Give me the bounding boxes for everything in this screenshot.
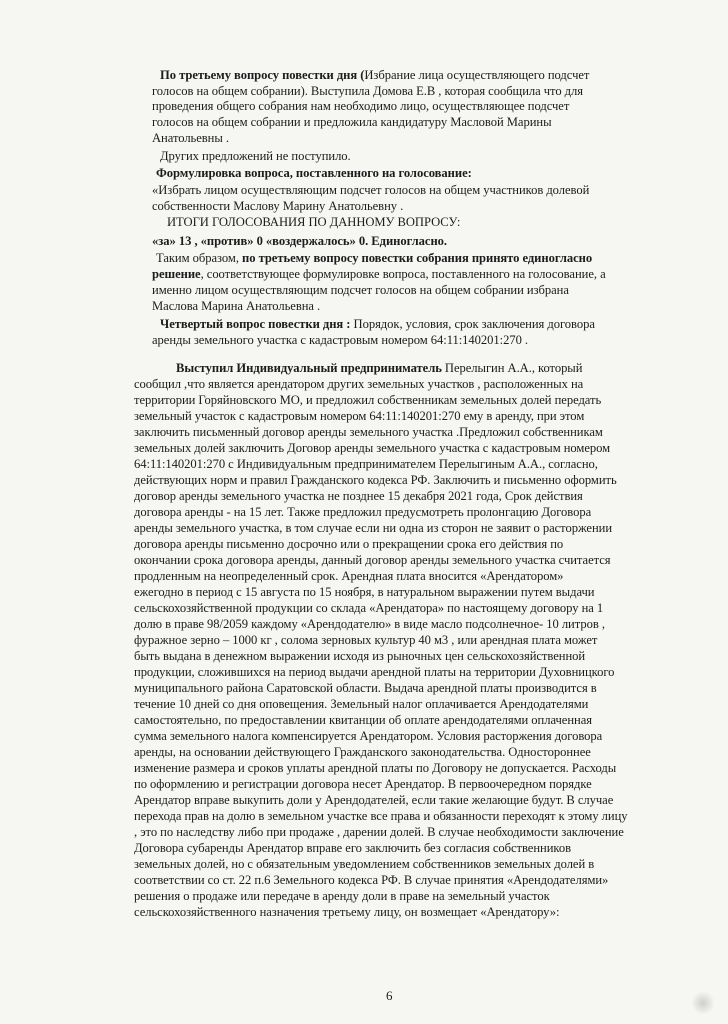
text-line xyxy=(156,251,592,266)
text-line: сообщил ,что является арендатором других земельных участков , расположенных на xyxy=(134,377,584,391)
text-span: , соответствующее формулировке вопроса, поставленного на голосование, а xyxy=(200,267,606,281)
text-line: аренды, на основании действующего Гражданского законодательства. Одностороннее xyxy=(134,745,591,759)
text-line: Арендатор вправе выкупить доли у Арендодателей, если такие желающие будут. В случае xyxy=(134,793,614,807)
text-line: фуражное зерно – 1000 кг , солома зерновых культур 40 м3 , или арендная плата может xyxy=(134,633,598,647)
text-line: земельный участок с кадастровым номером 64:11:140201:270 ему в аренду, при этом xyxy=(134,409,585,423)
text-line: собственности Маслову Марину Анатольевну . xyxy=(152,199,404,213)
voting-results-heading: ИТОГИ ГОЛОСОВАНИЯ ПО ДАННОМУ ВОПРОСУ: xyxy=(167,215,461,229)
bold-span: по третьему вопросу повестки собрания принято единогласно xyxy=(242,251,593,265)
text-line: течение 10 дней со дня оповещения. Земельный налог оплачивается Арендодателями xyxy=(134,697,589,711)
text-line: территории Горяйновского МО, и предложил собственникам земельных долей передать xyxy=(134,393,602,407)
text-line: договора аренды - на 15 лет. Также предложил предусмотреть пролонгацию Договора xyxy=(134,505,592,519)
text-line: аренды земельного участка с кадастровым номером 64:11:140201:270 . xyxy=(152,333,529,347)
text-line: договор аренды земельного участка не позднее 15 декабря 2021 года, Срок действия xyxy=(134,489,583,503)
text-span: Таким образом, xyxy=(156,251,243,265)
text-line: окончании срока договора аренды, данный договор аренды земельного участка считается xyxy=(134,553,611,567)
text-line: Других предложений не поступило. xyxy=(160,149,351,163)
text-line: земельных долей заключить Договор аренды земельного участка с кадастровым номером xyxy=(134,441,611,455)
page-number: 6 xyxy=(386,988,393,1003)
bold-heading: По третьему вопросу повестки дня ( xyxy=(160,68,365,82)
text-line: перехода прав на долю в земельном участке все права и обязанности переходят к этому лицу xyxy=(134,809,628,823)
scan-smudge xyxy=(692,990,714,1016)
text-line: именно лицом осуществляющим подсчет голосов на общем собрании избрана xyxy=(152,283,569,297)
text-line: договора аренды письменно досрочно или о прекращении срока его действия по xyxy=(134,537,564,551)
text-line xyxy=(152,267,606,282)
text-line xyxy=(176,361,582,376)
text-line: долю в праве 98/2059 каждому «Арендодателю» в виде масло подсолнечное- 10 литров , xyxy=(134,617,605,631)
bold-heading: Четвертый вопрос повестки дня : xyxy=(160,317,354,331)
text-line: ежегодно в период с 15 августа по 15 ноября, в натуральном выражении путем выдачи xyxy=(134,585,595,599)
text-line: самостоятельно, по предоставлении квитанции об оплате арендодателями оплаченная xyxy=(134,713,593,727)
text-span: Перелыгин А.А., который xyxy=(441,361,583,375)
text-line: сельскохозяйственной продукции со склада «Арендатора» по настоящему договору на 1 xyxy=(134,601,604,615)
bold-heading: Выступил Индивидуальный предприниматель xyxy=(176,361,442,375)
text-span: Избрание лица осуществляющего подсчет xyxy=(364,68,590,82)
text-line: по оформлению и регистрации договора несет Арендатор. В первоочередном порядке xyxy=(134,777,592,791)
text-line: заключить письменный договор аренды земельного участка .Предложил собственникам xyxy=(134,425,603,439)
text-line: , это по наследству либо при продаже , дарении долей. В случае необходимости заключение xyxy=(134,825,624,839)
bold-span: решение xyxy=(152,267,201,281)
text-line: «Избрать лицом осуществляющим подсчет голосов на общем участников долевой xyxy=(152,183,590,197)
text-line: изменение размера и сроков уплаты арендной платы по Договору не допускается. Расходы xyxy=(134,761,617,775)
text-line xyxy=(160,68,589,83)
text-line: проведения общего собрания нам необходимо лицо, осуществляющее подсчет xyxy=(152,99,570,113)
text-line xyxy=(160,317,595,332)
text-line: муниципального района Саратовской области. Выдача арендной платы производится в xyxy=(134,681,597,695)
text-line: Анатольевны . xyxy=(152,131,229,145)
text-line: Маслова Марина Анатольевна . xyxy=(152,299,321,313)
text-span: Порядок, условия, срок заключения договора xyxy=(353,317,595,331)
voting-results: «за» 13 , «против» 0 «воздержалось» 0. Единогласно. xyxy=(152,234,448,248)
text-line: действующих норм и правил Гражданского кодекса РФ. Заключить и письменно оформить xyxy=(134,473,617,487)
text-line: голосов на общем собрании). Выступила Домова Е.В , которая сообщила что для xyxy=(152,84,584,98)
text-line: быть выдана в денежном выражении исходя из рыночных цен сельскохозяйственной xyxy=(134,649,586,663)
text-line: сельскохозяйственного назначения третьему лицу, он возмещает «Арендатору»: xyxy=(134,905,560,919)
text-line: соответствии со ст. 22 п.6 Земельного кодекса РФ. В случае принятия «Арендодателями» xyxy=(134,873,609,887)
text-line: продукции, сложившихся на период выдачи арендной платы на территории Духовницкого xyxy=(134,665,615,679)
text-line: продленным на неопределенный срок. Арендная плата вносится «Арендатором» xyxy=(134,569,564,583)
voting-wording-heading: Формулировка вопроса, поставленного на голосование: xyxy=(156,166,472,180)
text-line: земельных долей, но с обязательным уведомлением собственников земельных долей в xyxy=(134,857,595,871)
text-line: сумма земельного налога компенсируется Арендатором. Условия расторжения договора xyxy=(134,729,603,743)
text-line: Договора субаренды Арендатор вправе его заключить без согласия собственников xyxy=(134,841,571,855)
text-line: решения о продаже или передаче в аренду доли в праве на земельный участок xyxy=(134,889,550,903)
text-line: аренды земельного участка, в том случае если ни одна из сторон не заявит о расторжении xyxy=(134,521,613,535)
text-line: 64:11:140201:270 с Индивидуальным предпринимателем Перелыгиным А.А., согласно, xyxy=(134,457,598,471)
text-line: голосов на общем собрании и предложила кандидатуру Масловой Марины xyxy=(152,115,552,129)
